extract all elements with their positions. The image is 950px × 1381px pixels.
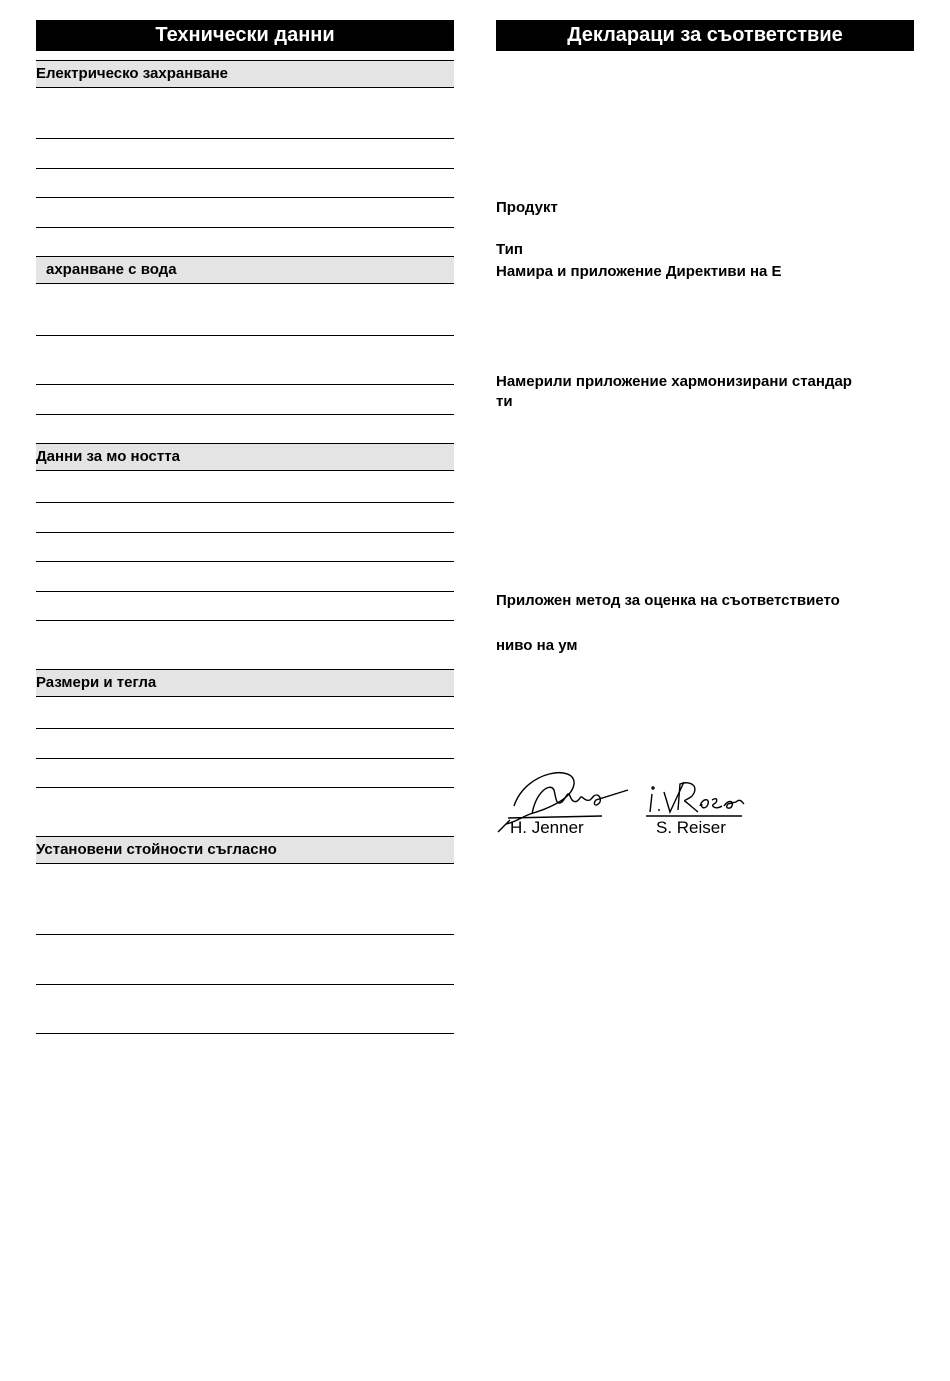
divider [36, 227, 454, 228]
divider [36, 620, 454, 621]
divider [36, 758, 454, 759]
section-water-supply-label: ахранване с вода [46, 261, 177, 278]
divider [36, 138, 454, 139]
eu-directives-label: Намира и приложение Директиви на Е [496, 263, 782, 280]
signature-s-reiser-image [646, 782, 744, 816]
divider [36, 502, 454, 503]
technical-data-column [36, 20, 454, 858]
noise-level-label: ниво на ум [496, 637, 578, 654]
signature-name-jenner: H. Jenner [510, 818, 584, 837]
declaration-column [496, 20, 914, 837]
conformity-method-label: Приложен метод за оценка на съответствието [496, 592, 840, 609]
section-established-values: Установени стойности съгласно [36, 836, 454, 864]
type-label: Тип [496, 241, 523, 258]
divider [36, 168, 454, 169]
harmonized-standards-label: Намерили приложение хармонизирани стандар [496, 373, 852, 390]
divider [36, 384, 454, 385]
divider [36, 591, 454, 592]
divider [36, 561, 454, 562]
divider [36, 414, 454, 415]
signature-name-reiser: S. Reiser [656, 818, 726, 837]
divider [36, 335, 454, 336]
section-performance: Данни за мо ността [36, 443, 454, 471]
divider [36, 934, 454, 935]
divider [36, 984, 454, 985]
divider [36, 1033, 454, 1034]
divider [36, 787, 454, 788]
section-dimensions-weights: Размери и тегла [36, 669, 454, 697]
divider [36, 532, 454, 533]
signatures-block [496, 762, 756, 842]
technical-data-title: Технически данни [36, 20, 454, 51]
section-water-supply [36, 256, 454, 284]
section-power-supply: Електрическо захранване [36, 60, 454, 88]
divider [36, 728, 454, 729]
product-label: Продукт [496, 199, 558, 216]
divider [36, 197, 454, 198]
harmonized-standards-label-cont: ти [496, 393, 513, 410]
declaration-title: Деклараци за съответствие [496, 20, 914, 51]
